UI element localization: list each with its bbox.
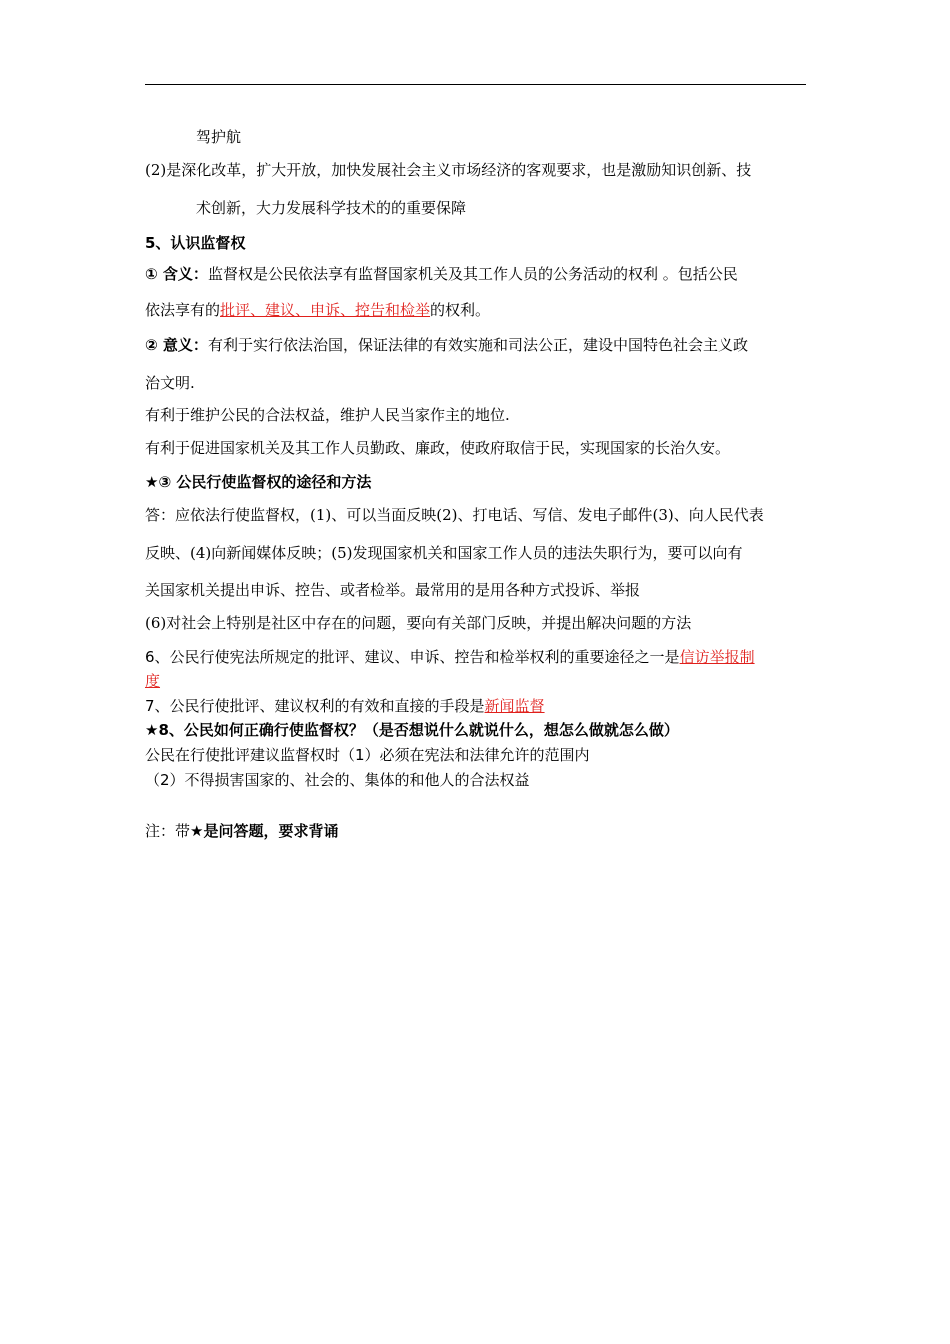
header-rule: [145, 84, 806, 85]
text-line: [145, 300, 490, 320]
text: 依法享有的: [145, 301, 221, 319]
bold-text: ★是问答题，要求背诵: [190, 822, 339, 840]
heading-text: ★③ 公民行使监督权的途径和方法: [145, 473, 372, 491]
text: 关国家机关提出申诉、控告、或者检举。最常用的是用各种方式投诉、举报: [145, 581, 641, 599]
text-line: [145, 770, 530, 790]
highlighted-text: 批评、建议、申诉、控告和检举: [220, 301, 431, 319]
heading-text: 5、认识监督权: [145, 234, 246, 252]
text: 公民在行使批评建议监督权时（1）必须在宪法和法律允许的范围内: [145, 746, 590, 764]
text-line: [145, 438, 730, 458]
text-line: [145, 745, 590, 765]
text: 有利于促进国家机关及其工作人员勤政、廉政，使政府取信于民，实现国家的长治久安。: [145, 439, 731, 457]
text-line: [145, 647, 755, 667]
text: 监督权是公民依法享有监督国家机关及其工作人员的公务活动的权利 。包括公民: [207, 265, 738, 283]
label: ① 含义：: [145, 265, 208, 283]
text-line: [196, 127, 241, 147]
text-line: [196, 198, 466, 218]
text: 的权利。: [430, 301, 491, 319]
text-line: [145, 671, 160, 691]
text-line: [145, 543, 743, 563]
text: 有利于维护公民的合法权益，维护人民当家作主的地位.: [145, 406, 510, 424]
text: 注：带: [145, 822, 191, 840]
section-heading: [145, 720, 679, 740]
text: 6、公民行使宪法所规定的批评、建议、申诉、控告和检举权利的重要途径之一是: [145, 648, 680, 666]
section-heading: [145, 233, 245, 253]
text: （2）不得损害国家的、社会的、集体的和他人的合法权益: [145, 771, 530, 789]
text-line: [145, 405, 510, 425]
text-line: [145, 696, 545, 716]
text: 答：应依法行使监督权，(1)、可以当面反映(2)、打电话、写信、发电子邮件(3)、向人民代表: [145, 506, 764, 524]
text-line: [145, 160, 751, 180]
text: 反映、(4)向新闻媒体反映；(5)发现国家机关和国家工作人员的违法失职行为，要可以向有: [145, 544, 743, 562]
section-heading: [145, 472, 371, 492]
label: ② 意义：: [145, 336, 208, 354]
text-line: [145, 505, 764, 525]
note: [145, 821, 338, 841]
text-line: [145, 613, 691, 633]
text: (6)对社会上特别是社区中存在的问题，要向有关部门反映，并提出解决问题的方法: [145, 614, 692, 632]
highlighted-text: 度: [145, 672, 161, 690]
text-line: [145, 373, 195, 393]
text: 有利于实行依法治国，保证法律的有效实施和司法公正，建设中国特色社会主义政: [207, 336, 748, 354]
text-line: [145, 580, 640, 600]
highlighted-text: 信访举报制: [679, 648, 755, 666]
text: 术创新，大力发展科学技术的的重要保障: [196, 199, 467, 217]
text-line: [145, 335, 748, 355]
text: 治文明.: [145, 374, 195, 392]
text: (2)是深化改革，扩大开放，加快发展社会主义市场经济的客观要求，也是激励知识创新、技: [145, 161, 752, 179]
text: 7、公民行使批评、建议权利的有效和直接的手段是: [145, 697, 485, 715]
highlighted-text: 新闻监督: [484, 697, 545, 715]
heading-text: ★8、公民如何正确行使监督权？（是否想说什么就说什么，想怎么做就怎么做）: [145, 721, 679, 739]
text-line: [145, 264, 738, 284]
text: 驾护航: [196, 128, 242, 146]
